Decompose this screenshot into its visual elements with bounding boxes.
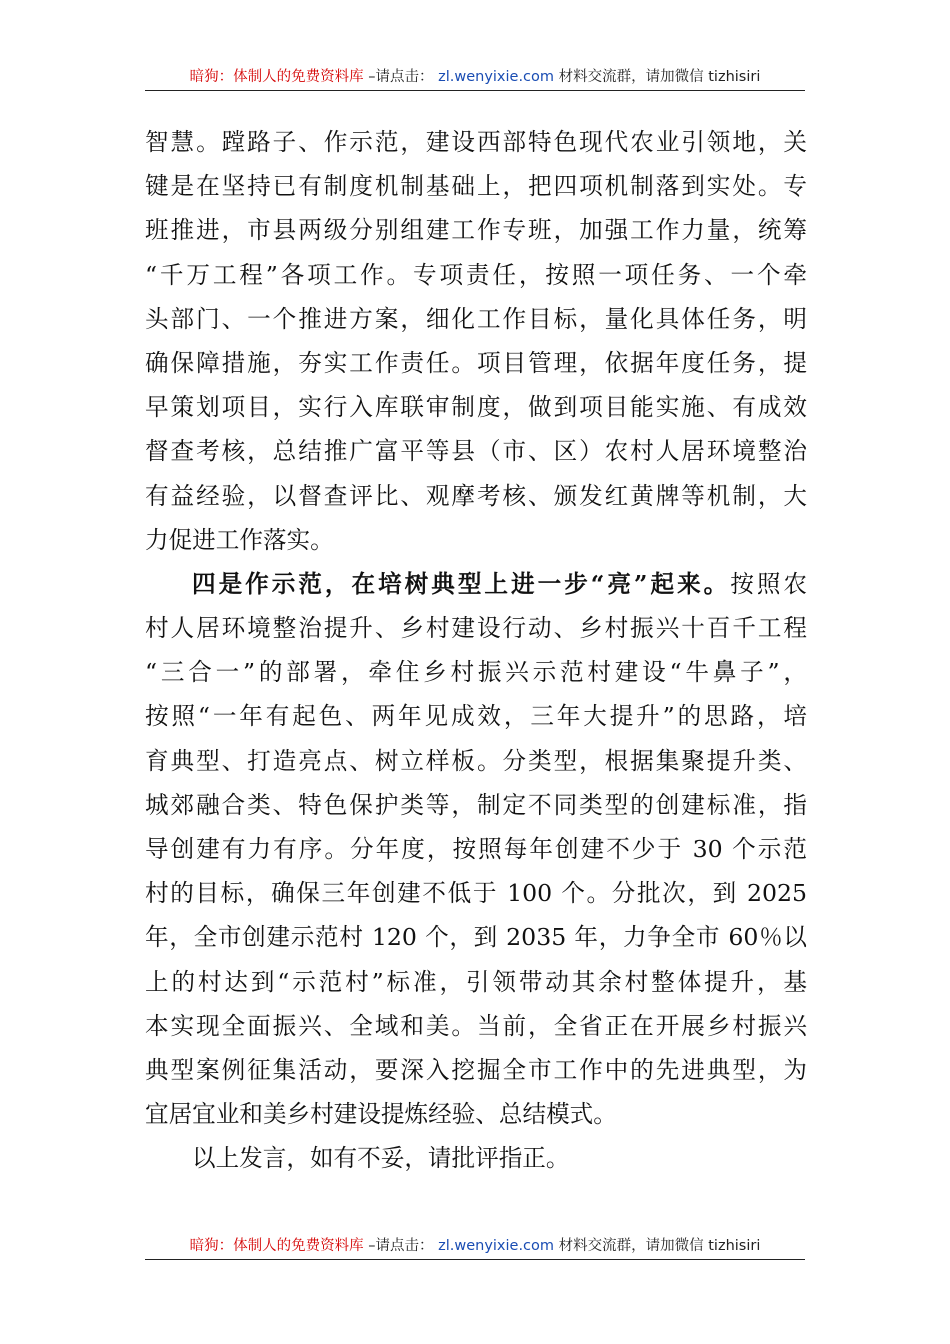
body-line: 宜居宜业和美乡村建设提炼经验、总结模式。 bbox=[145, 1100, 617, 1129]
footer-contact-text: 材料交流群，请加微信 tizhisiri bbox=[558, 1238, 761, 1254]
document-body bbox=[145, 120, 807, 1181]
body-line: 育典型、打造亮点、树立样板。分类型，根据集聚提升类、 bbox=[145, 746, 807, 775]
header-url-link[interactable]: zl.wenyixie.com bbox=[438, 69, 555, 85]
footer-prompt-text: –请点击： bbox=[368, 1238, 434, 1254]
page-header-banner bbox=[145, 64, 805, 91]
body-line: 年，全市创建示范村 120 个，到 2035 年，力争全市 60％以 bbox=[145, 923, 807, 952]
paragraph-closing bbox=[145, 1136, 807, 1180]
paragraph-demonstration bbox=[145, 562, 807, 1136]
body-line: 有益经验，以督查评比、观摩考核、颁发红黄牌等机制，大 bbox=[145, 481, 807, 510]
body-line: 确保障措施，夯实工作责任。项目管理，依据年度任务，提 bbox=[145, 348, 807, 377]
footer-brand-text: 暗狗：体制人的免费资料库 bbox=[189, 1238, 364, 1254]
body-line: 本实现全面振兴、全域和美。当前，全省正在开展乡村振兴 bbox=[145, 1011, 807, 1040]
header-prompt-text: –请点击： bbox=[368, 69, 434, 85]
body-line: “千万工程”各项工作。专项责任，按照一项任务、一个牵 bbox=[145, 260, 807, 289]
body-line: 按照“一年有起色、两年见成效，三年大提升”的思路，培 bbox=[145, 702, 807, 731]
body-line: 头部门、一个推进方案，细化工作目标，量化具体任务，明 bbox=[145, 304, 807, 333]
paragraph-mechanisms bbox=[145, 120, 807, 562]
body-line: 键是在坚持已有制度机制基础上，把四项机制落到实处。专 bbox=[145, 172, 807, 201]
body-line: 典型案例征集活动，要深入挖掘全市工作中的先进典型，为 bbox=[145, 1055, 807, 1084]
header-brand-text: 暗狗：体制人的免费资料库 bbox=[189, 69, 364, 85]
body-line: 导创建有力有序。分年度，按照每年创建不少于 30 个示范 bbox=[145, 835, 807, 863]
closing-line: 以上发言，如有不妥，请批评指正。 bbox=[192, 1144, 570, 1173]
header-contact-text: 材料交流群，请加微信 tizhisiri bbox=[558, 69, 761, 85]
body-line: 早策划项目，实行入库联审制度，做到项目能实施、有成效 bbox=[145, 393, 807, 422]
body-line: 村的目标，确保三年创建不低于 100 个。分批次，到 2025 bbox=[145, 879, 807, 908]
footer-url-link[interactable]: zl.wenyixie.com bbox=[438, 1238, 555, 1254]
body-line: 上的村达到“示范村”标准，引领带动其余村整体提升，基 bbox=[145, 967, 807, 996]
page-footer-banner bbox=[145, 1233, 805, 1260]
body-line: 班推进，市县两级分别组建工作专班，加强工作力量，统筹 bbox=[145, 216, 807, 245]
section-heading-lead: 四是作示范，在培树典型上进一步“亮”起来。 bbox=[192, 569, 731, 598]
body-line: “三合一”的部署，牵住乡村振兴示范村建设“牛鼻子”， bbox=[145, 658, 807, 687]
body-line: 督查考核，总结推广富平等县（市、区）农村人居环境整治 bbox=[145, 437, 807, 466]
body-line: 智慧。蹚路子、作示范，建设西部特色现代农业引领地，关 bbox=[145, 128, 807, 156]
body-line: 城郊融合类、特色保护类等，制定不同类型的创建标准，指 bbox=[145, 790, 807, 819]
body-line: 村人居环境整治提升、乡村建设行动、乡村振兴十百千工程 bbox=[145, 614, 807, 643]
paragraph-first-line bbox=[145, 562, 807, 606]
first-line-rest: 按照农 bbox=[730, 569, 807, 598]
body-line: 力促进工作落实。 bbox=[145, 525, 334, 554]
